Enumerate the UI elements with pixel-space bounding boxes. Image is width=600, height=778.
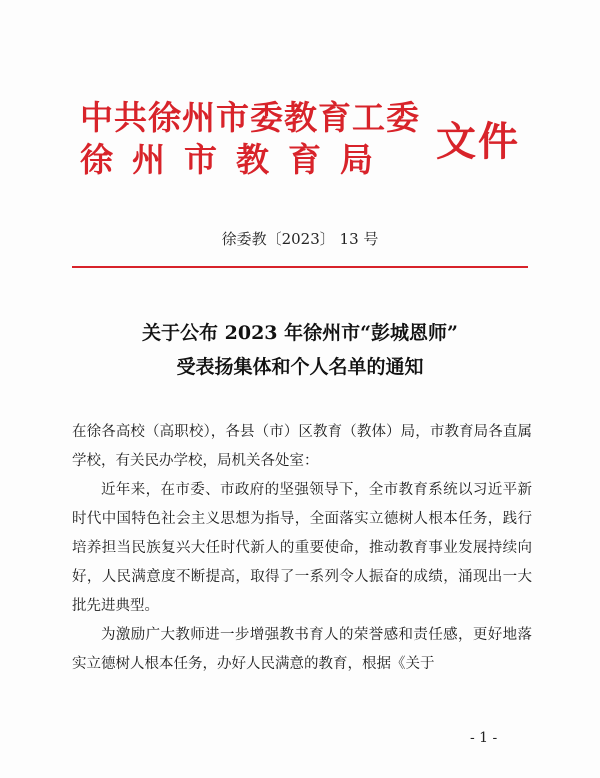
issuing-org-line-1: 中共徐州市委教育工委 [80, 98, 420, 137]
notice-title-line-1: 关于公布 2023 年徐州市“彭城恩师” [142, 322, 458, 344]
notice-title-line-2: 受表扬集体和个人名单的通知 [176, 356, 424, 378]
issuing-org-line-2: 徐州市教育局 [80, 140, 392, 179]
document-number: 徐委教〔2023〕 13 号 [221, 230, 379, 248]
body-paragraph-2: 为激励广大教师进一步增强教书育人的荣誉感和责任感，更好地落实立德树人根本任务，办好人民满意的教育，根据《关于 [72, 627, 532, 672]
header-divider-line [72, 266, 528, 268]
document-body [72, 418, 532, 679]
body-paragraph-1: 近年来，在市委、市政府的坚强领导下，全市教育系统以习近平新时代中国特色社会主义思想为指导，全面落实立德树人根本任务，践行培养担当民族复兴大任时代新人的重要使命，推动教育事业发展持续向好，人民满意度不断提高，取得了一系列令人振奋的成绩，涌现出一大批先进典型。 [72, 482, 532, 614]
addressee-paragraph: 在徐各高校（高职校），各县（市）区教育（教体）局，市教育局各直属学校，有关民办学校，局机关各处室： [72, 424, 532, 469]
page-number: - 1 - [470, 730, 498, 746]
document-type-label: 文件 [436, 118, 520, 165]
document-header [80, 98, 540, 188]
